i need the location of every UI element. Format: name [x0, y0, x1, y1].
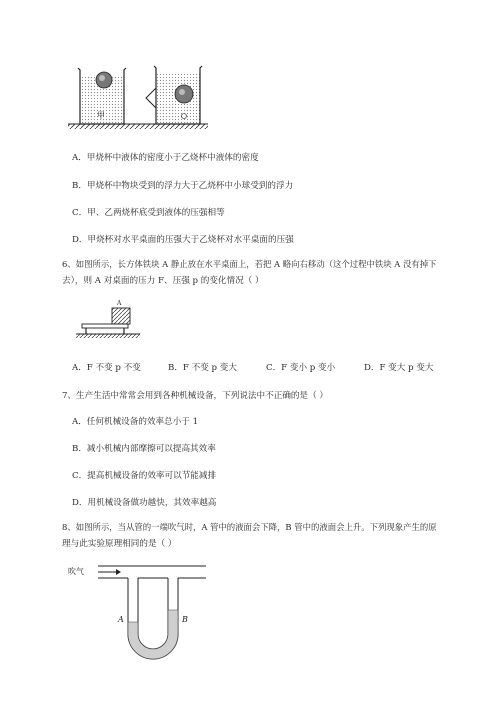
- u-tube-figure: [64, 560, 214, 660]
- q7-option-b: B．减小机械内部摩擦可以提高其效率: [72, 444, 216, 454]
- tube-a-label: A: [118, 615, 124, 624]
- jia-label: 甲: [97, 111, 105, 120]
- q7-option-c: C．提高机械设备的效率可以节能减排: [72, 471, 217, 481]
- q5-option-c: C．甲、乙两烧杯底受到液体的压强相等: [72, 208, 225, 218]
- blow-label: 吹气: [68, 567, 84, 576]
- q5-option-b: B．甲烧杯中物块受到的浮力大于乙烧杯中小球受到的浮力: [72, 181, 294, 191]
- q6-option-c: C．F 变小 p 变小: [266, 363, 336, 373]
- q6-stem-line1: 6、如图所示，长方体铁块 A 静止放在水平桌面上，若把 A 略向右移动（这个过程中铁块 A 没有掉下: [62, 259, 437, 269]
- q8-stem-line1: 8、如图所示，当从管的一端吹气时，A 管中的液面会下降，B 管中的液面会上升。下列现象产生的原: [62, 522, 437, 532]
- q5-option-d: D．甲烧杯对水平桌面的压强大于乙烧杯对水平桌面的压强: [72, 235, 294, 245]
- q7-option-d: D．用机械设备做功越快，其效率越高: [72, 498, 217, 508]
- q6-stem-line2: 去），则 A 对桌面的压力 F、压强 p 的变化情况（ ）: [62, 276, 264, 286]
- q7-stem: 7、生产生活中常常会用到各种机械设备，下列说法中不正确的是（ ）: [62, 391, 329, 401]
- beakers-figure: [66, 58, 216, 138]
- q6-option-d: D．F 变大 p 变大: [364, 363, 434, 373]
- q6-option-a: A．F 不变 p 不变: [72, 363, 141, 373]
- q8-stem-line2: 理与此实验原理相同的是（ ）: [62, 539, 177, 549]
- iron-block-figure: [70, 296, 150, 342]
- block-a-label: A: [117, 300, 122, 307]
- q6-option-b: B．F 不变 p 变大: [168, 363, 237, 373]
- q7-option-a: A．任何机械设备的效率总小于 1: [72, 417, 199, 427]
- q5-option-a: A．甲烧杯中液体的密度小于乙烧杯中液体的密度: [72, 153, 259, 163]
- tube-b-label: B: [182, 615, 188, 624]
